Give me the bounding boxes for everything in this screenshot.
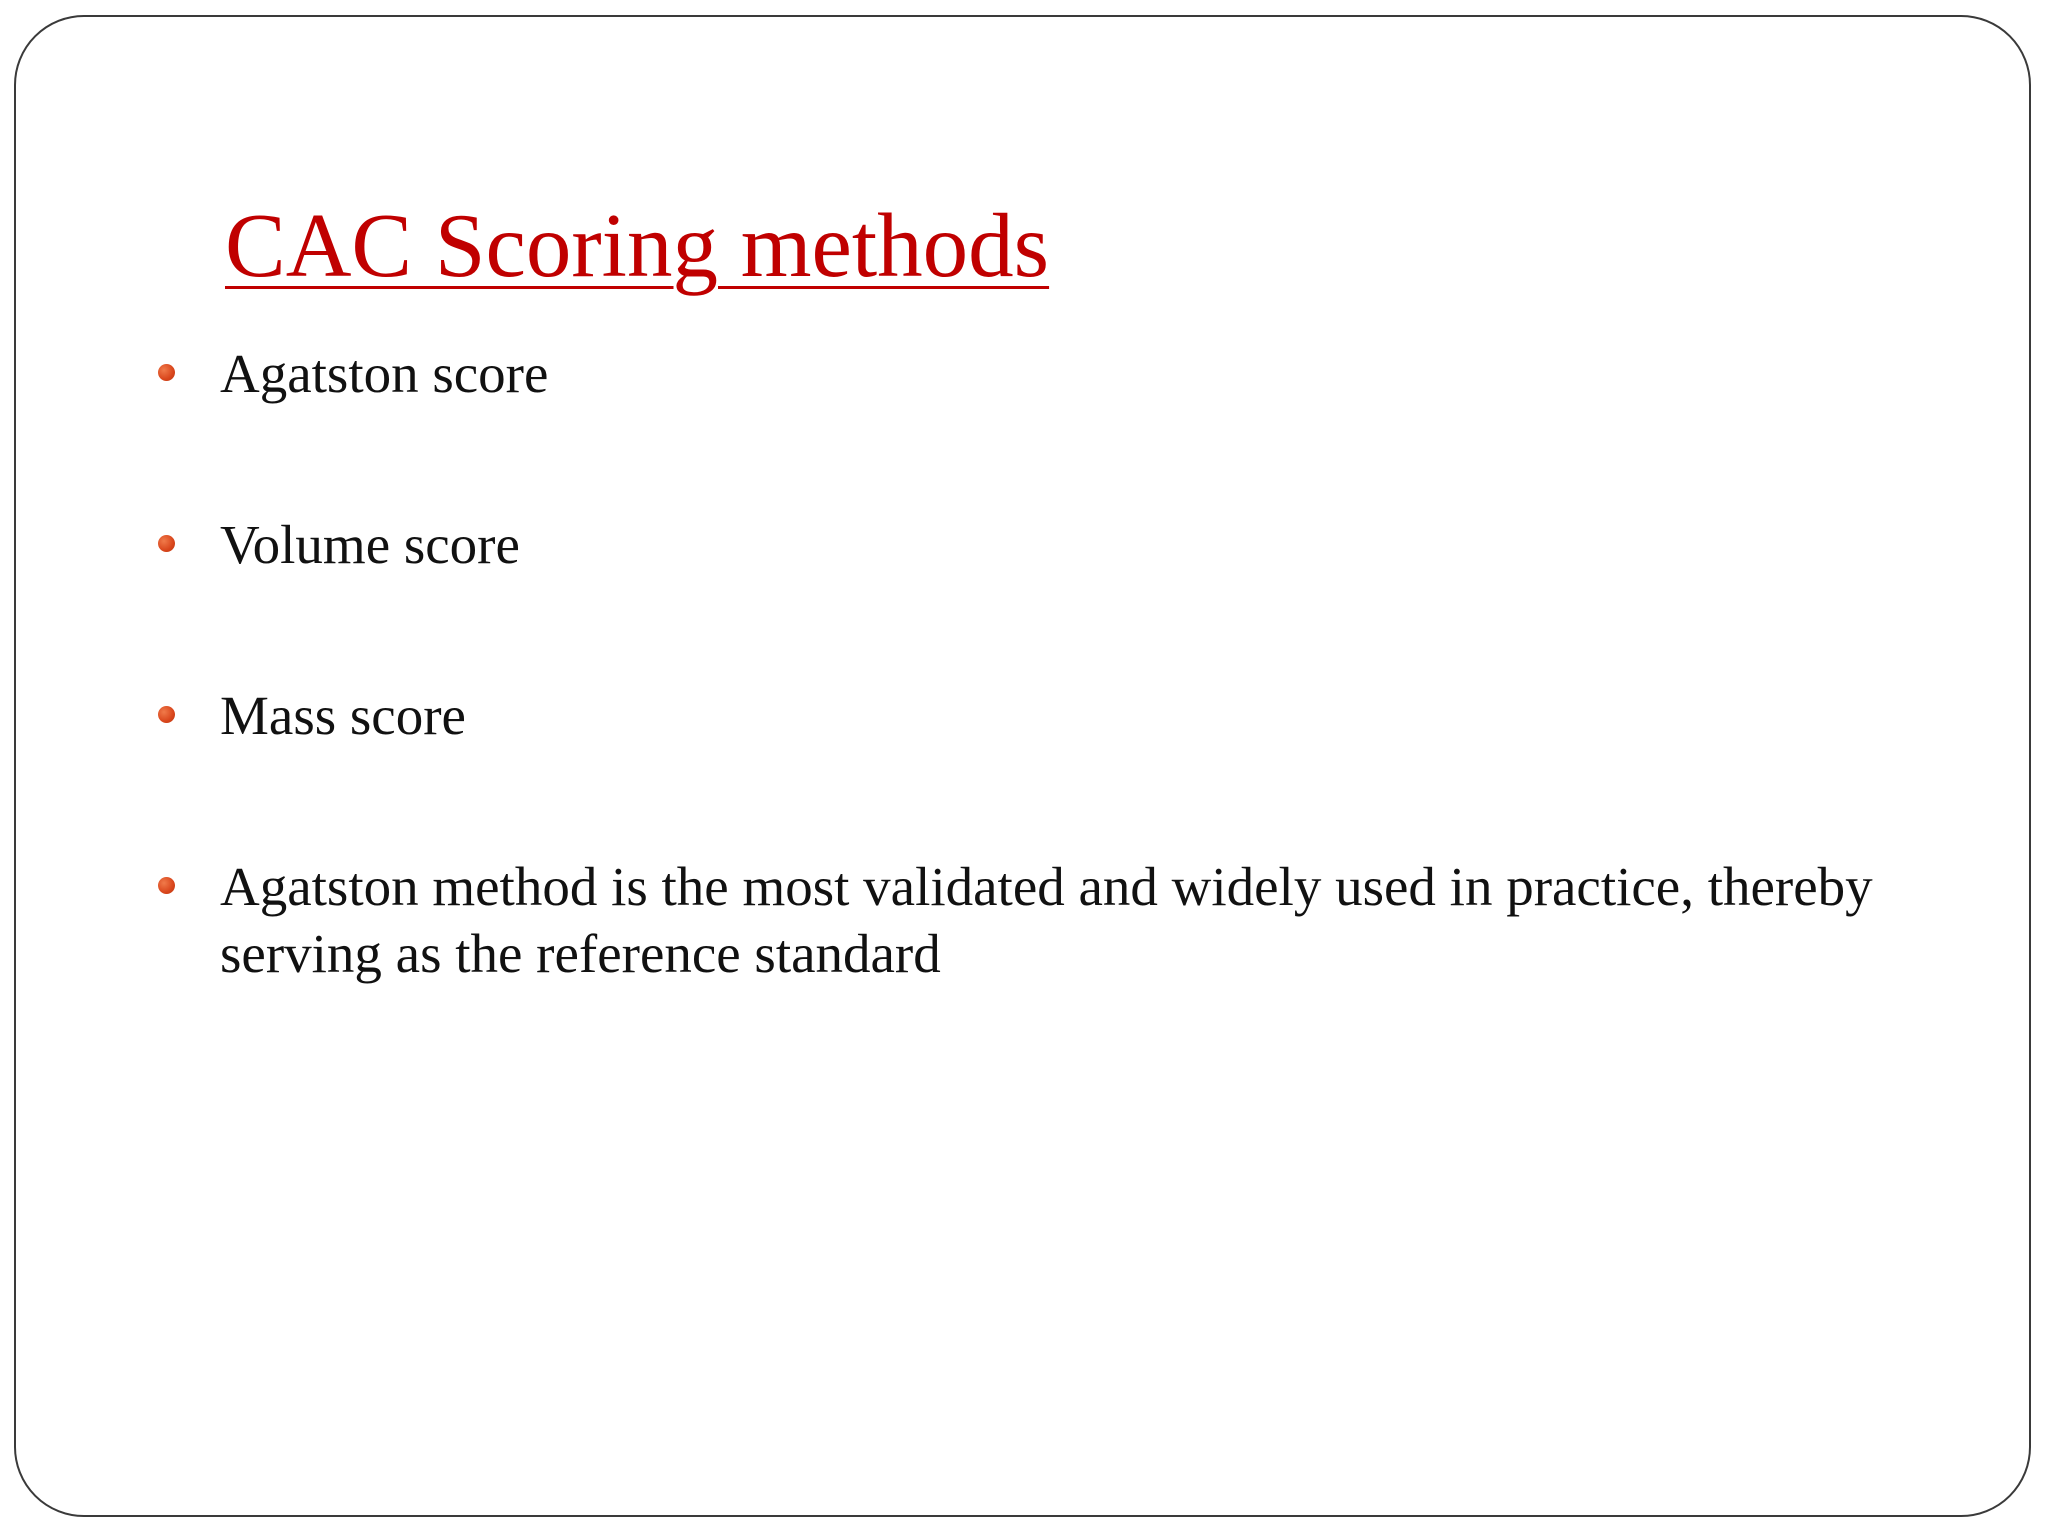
bullet-dot-icon — [158, 535, 175, 552]
bullet-dot-icon — [158, 877, 175, 894]
bullet-text: Mass score — [220, 685, 466, 746]
bullet-text: Volume score — [220, 514, 520, 575]
bullet-text: Agatston score — [220, 343, 549, 404]
bullet-text: Agatston method is the most validated and widely used in practice, thereby serving as the reference standard — [220, 856, 1873, 984]
slide-title: CAC Scoring methods — [225, 195, 1050, 296]
bullet-dot-icon — [158, 364, 175, 381]
bullet-dot-icon — [158, 706, 175, 723]
